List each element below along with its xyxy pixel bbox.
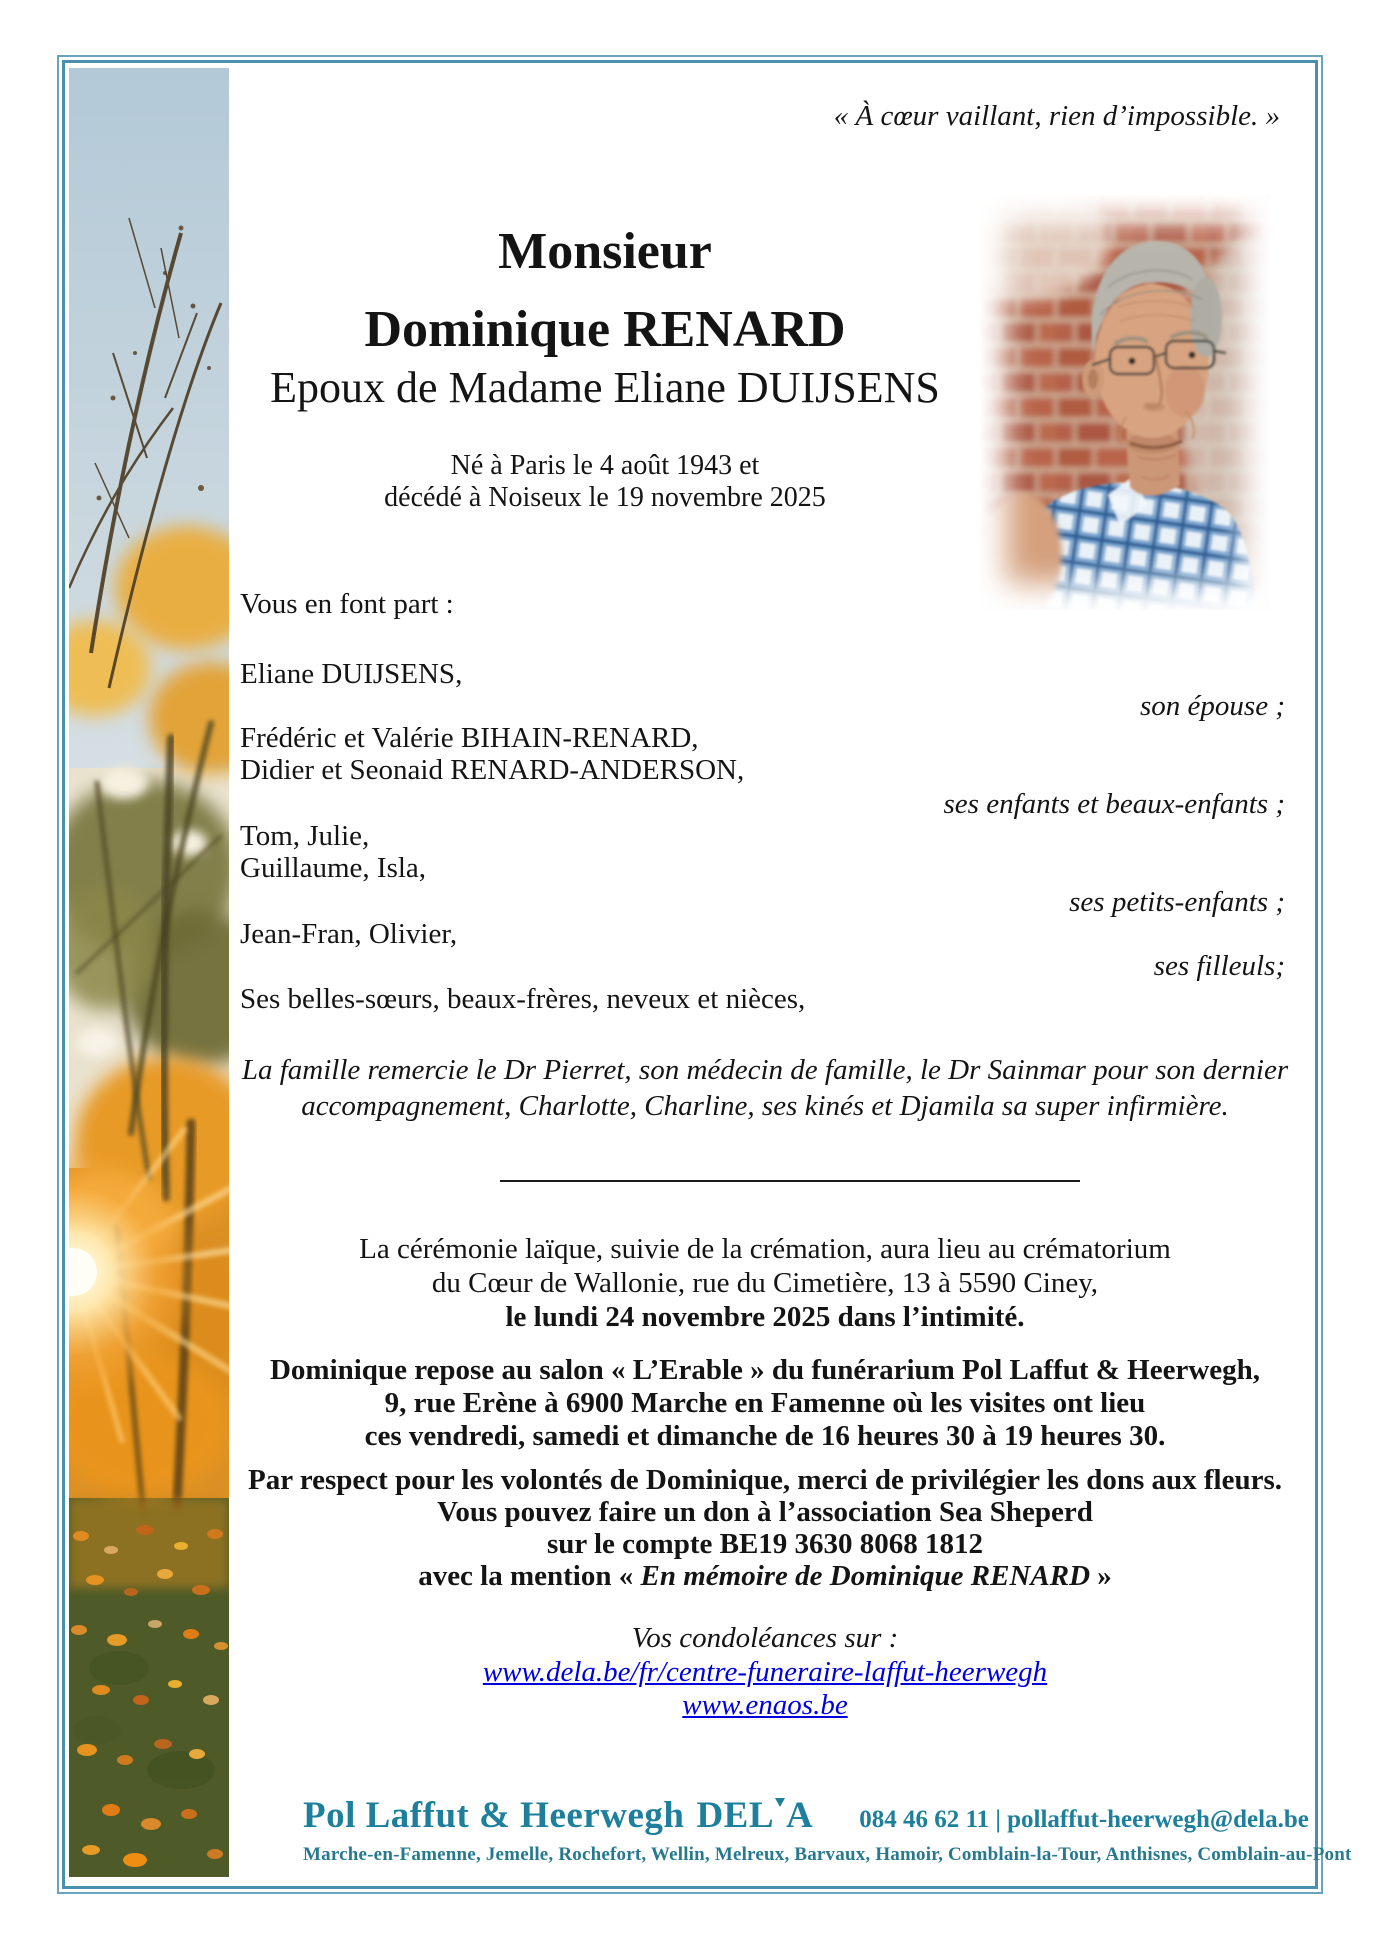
portrait-image: [980, 195, 1270, 610]
announcement-intro: Vous en font part :: [240, 588, 454, 620]
ceremony-paragraph: [240, 1232, 1290, 1334]
death-line: décédé à Noiseux le 19 novembre 2025: [384, 482, 826, 513]
family-member: Jean-Fran, Olivier,: [240, 918, 458, 950]
thanks-line2: accompagnement, Charlotte, Charline, ses kinés et Djamila sa super infirmière.: [301, 1090, 1229, 1122]
autumn-forest-image: [69, 68, 229, 1877]
family-role: ses petits-enfants ;: [1069, 886, 1285, 918]
mention-text: En mémoire de Dominique RENARD: [640, 1560, 1091, 1592]
mention-prefix: avec la mention «: [418, 1560, 641, 1592]
repose-line1: Dominique repose au salon « L’Erable » du funérarium Pol Laffut & Heerwegh,: [269, 1354, 1261, 1386]
deceased-name: Dominique RENARD: [364, 301, 846, 358]
repose-paragraph: [240, 1354, 1290, 1453]
donation-mention-line: [240, 1560, 1290, 1592]
separator-line: [500, 1180, 1080, 1182]
family-member: Guillaume, Isla,: [240, 852, 427, 884]
donation-paragraph: [240, 1464, 1290, 1592]
donation-line1: Par respect pour les volontés de Dominique, merci de privilégier les dons aux fleurs.: [247, 1464, 1283, 1496]
phone-email: 084 46 62 11 | pollaffut-heerwegh@dela.be: [859, 1806, 1309, 1833]
ceremony-line1: La cérémonie laïque, suivie de la crémation, aura lieu au crématorium: [359, 1233, 1171, 1265]
ceremony-line2: du Cœur de Wallonie, rue du Cimetière, 13 à 5590 Ciney,: [431, 1267, 1099, 1299]
family-member: Eliane DUIJSENS,: [240, 658, 463, 690]
family-member: Ses belles-sœurs, beaux-frères, neveux et nièces,: [240, 983, 806, 1015]
repose-line2: 9, rue Erène à 6900 Marche en Famenne où les visites ont lieu: [384, 1387, 1146, 1419]
dela-logo-right: A: [786, 1795, 814, 1836]
autumn-photo-strip: [69, 68, 229, 1877]
spouse-line: Epoux de Madame Eliane DUIJSENS: [270, 363, 940, 412]
dela-logo: [696, 1795, 813, 1836]
birth-line: Né à Paris le 4 août 1943 et: [450, 450, 760, 481]
family-member: Tom, Julie,: [240, 820, 370, 852]
brand-name: Pol Laffut & Heerwegh: [303, 1795, 685, 1836]
ceremony-date-line: le lundi 24 novembre 2025 dans l’intimité.: [505, 1301, 1025, 1333]
dela-logo-mark: [775, 1798, 785, 1807]
condolences-link-enaos[interactable]: www.enaos.be: [682, 1689, 848, 1721]
family-member: Didier et Seonaid RENARD-ANDERSON,: [240, 754, 745, 786]
family-role: son épouse ;: [1140, 690, 1285, 722]
family-member: Frédéric et Valérie BIHAIN-RENARD,: [240, 722, 699, 754]
donation-line2: Vous pouvez faire un don à l’association Sea Sheperd: [437, 1496, 1093, 1528]
thanks-paragraph: [240, 1052, 1290, 1124]
repose-line3: ces vendredi, samedi et dimanche de 16 heures 30 à 19 heures 30.: [364, 1420, 1166, 1452]
funeral-home-locations: Marche-en-Famenne, Jemelle, Rochefort, Wellin, Melreux, Barvaux, Hamoir, Comblain-la-Tour, Anthisnes, Comblain-au-Pont: [303, 1844, 1352, 1865]
dela-logo-left: DEL: [696, 1795, 775, 1836]
condolences-link2-line: [240, 1689, 1290, 1722]
title-salutation: Monsieur: [498, 223, 712, 280]
condolences-link-dela[interactable]: www.dela.be/fr/centre-funeraire-laffut-heerwegh: [482, 1656, 1048, 1688]
funeral-home-footer: [303, 1794, 1309, 1837]
condolences-intro: Vos condoléances sur :: [631, 1622, 899, 1654]
mention-suffix: »: [1090, 1560, 1112, 1592]
condolences-link1-line: [240, 1656, 1290, 1689]
thanks-line1: La famille remercie le Dr Pierret, son médecin de famille, le Dr Sainmar pour son dernier: [241, 1054, 1289, 1086]
portrait-photo: [980, 195, 1270, 610]
family-role: ses enfants et beaux-enfants ;: [943, 788, 1285, 820]
memorial-quote: « À cœur vaillant, rien d’impossible. »: [833, 100, 1280, 132]
donation-account-line: sur le compte BE19 3630 8068 1812: [546, 1528, 984, 1560]
funeral-home-brand: [303, 1794, 813, 1837]
family-role: ses filleuls;: [1153, 950, 1285, 982]
